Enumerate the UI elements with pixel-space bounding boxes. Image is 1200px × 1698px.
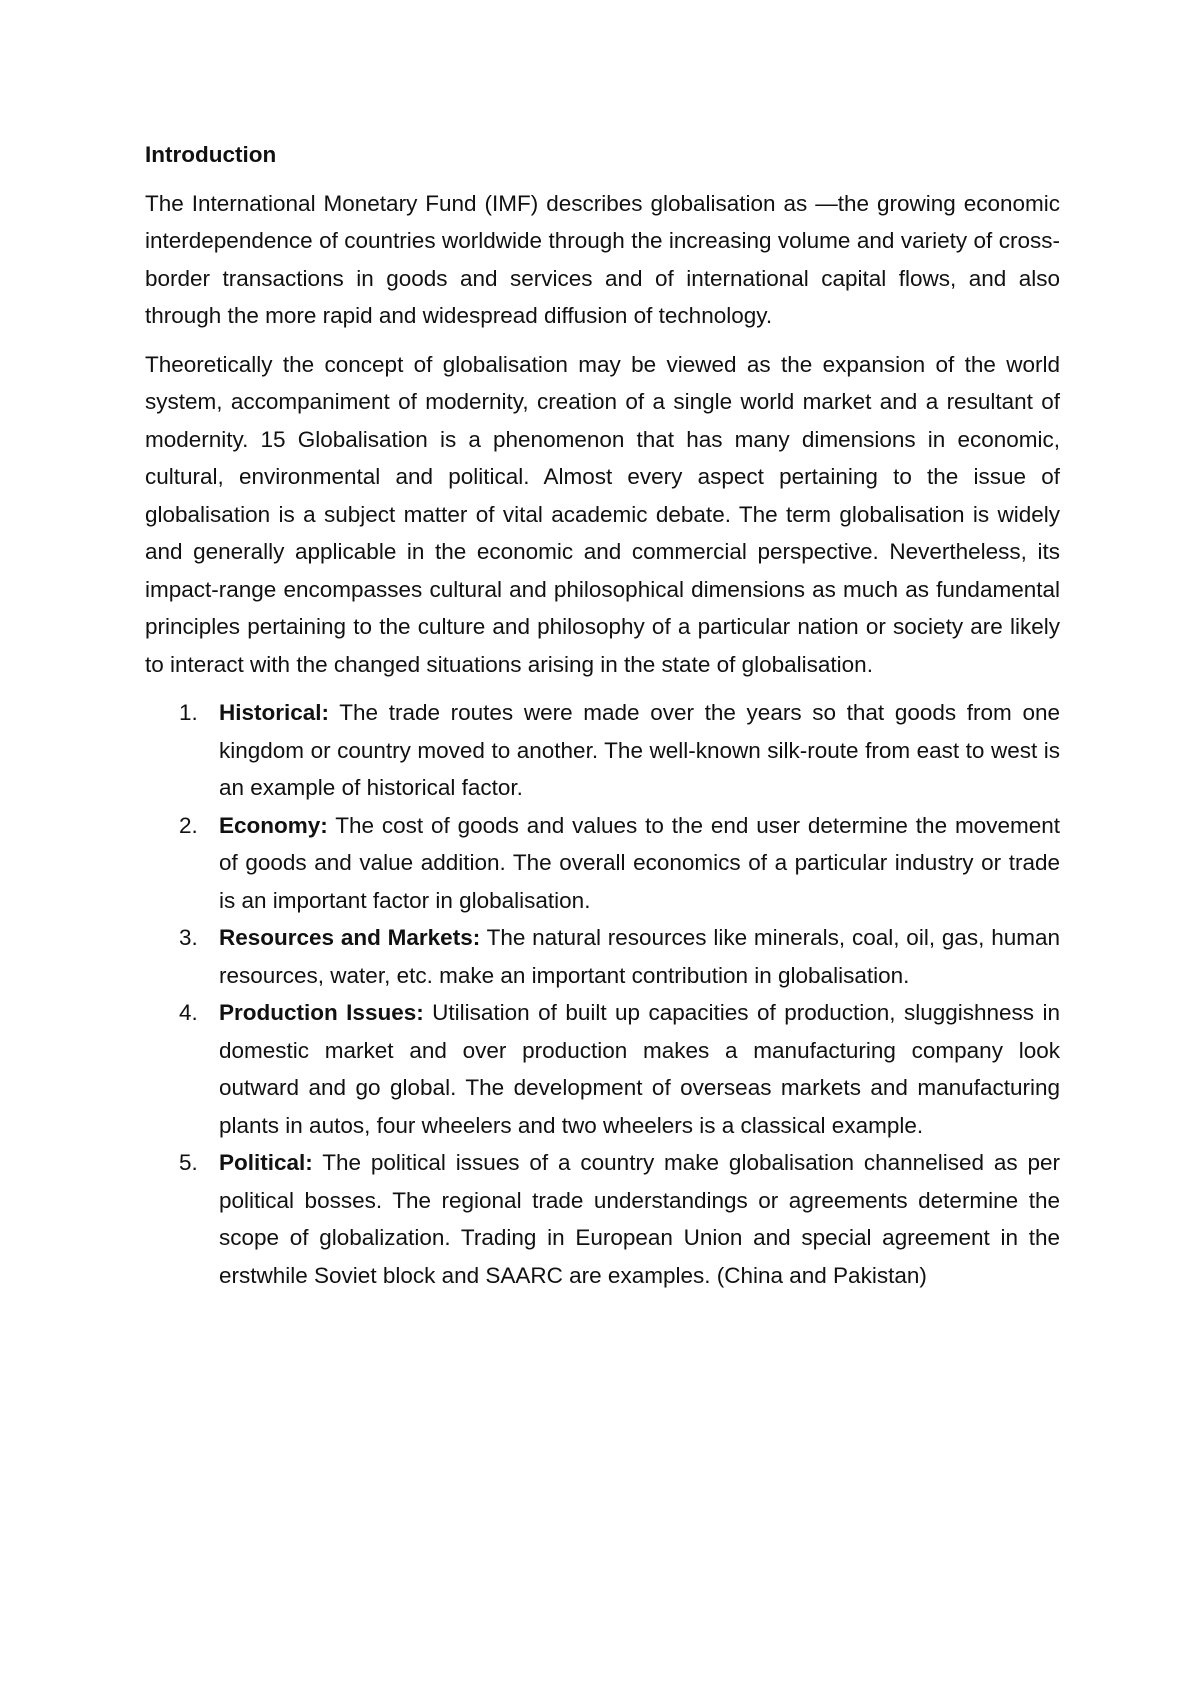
list-term: Resources and Markets: [219, 925, 481, 950]
list-text: The natural resources like minerals, coal, oil, gas, human resources, water, etc. make an important contribution in globalisation. [219, 925, 1060, 988]
paragraph-theory: Theoretically the concept of globalisation may be viewed as the expansion of the world system, accompaniment of modernity, creation of a single world market and a resultant of modernity. 15 Globalisation is a phenomenon that has many dimensions in economic, cultural, environmental and political. Almost every aspect pertaining to the issue of globalisation is a subject matter of vital academic debate. The term globalisation is widely and generally applicable in the economic and commercial perspective. Nevertheless, its impact-range encompasses cultural and philosophical dimensions as much as fundamental principles pertaining to the culture and philosophy of a particular nation or society are likely to interact with the changed situations arising in the state of globalisation. [145, 351, 1060, 677]
list-number: 2. [179, 812, 198, 838]
list-term: Political: [219, 1150, 313, 1175]
list-text: The cost of goods and values to the end user determine the movement of goods and value addition. The overall economics of a particular industry or trade is an important factor in globalisation. [219, 812, 1060, 913]
list-number: 3. [179, 925, 198, 950]
list-number: 5. [179, 1150, 198, 1175]
list-item-production [145, 994, 1060, 1144]
list-term: Historical: [219, 700, 330, 725]
list-item-economy [145, 807, 1060, 920]
list-number: 1. [179, 700, 198, 725]
factors-list [145, 694, 1060, 1294]
list-number: 4. [179, 1000, 198, 1025]
list-term: Economy: [219, 812, 328, 838]
section-heading: Introduction [145, 142, 277, 167]
list-item-historical [145, 694, 1060, 807]
document-page [145, 136, 1060, 1294]
list-item-political [145, 1144, 1060, 1294]
paragraph-imf-definition: The International Monetary Fund (IMF) describes globalisation as —the growing economic interdependence of countries worldwide through the increasing volume and variety of cross-border transactions in goods and services and of international capital flows, and also through the more rapid and widespread diffusion of technology. [145, 190, 1060, 328]
list-text: The political issues of a country make globalisation channelised as per political bosses. The regional trade understandings or agreements determine the scope of globalization. Trading in European Union and special agreement in the erstwhile Soviet block and SAARC are examples. (China and Pakistan) [219, 1150, 1060, 1288]
list-text: Utilisation of built up capacities of production, sluggishness in domestic market and over production makes a manufacturing company look outward and go global. The development of overseas markets and manufacturing plants in autos, four wheelers and two wheelers is a classical example. [219, 1000, 1060, 1138]
list-term: Production Issues: [219, 1000, 424, 1025]
list-item-resources [145, 919, 1060, 994]
list-text: The trade routes were made over the years so that goods from one kingdom or country moved to another. The well-known silk-route from east to west is an example of historical factor. [219, 700, 1060, 800]
